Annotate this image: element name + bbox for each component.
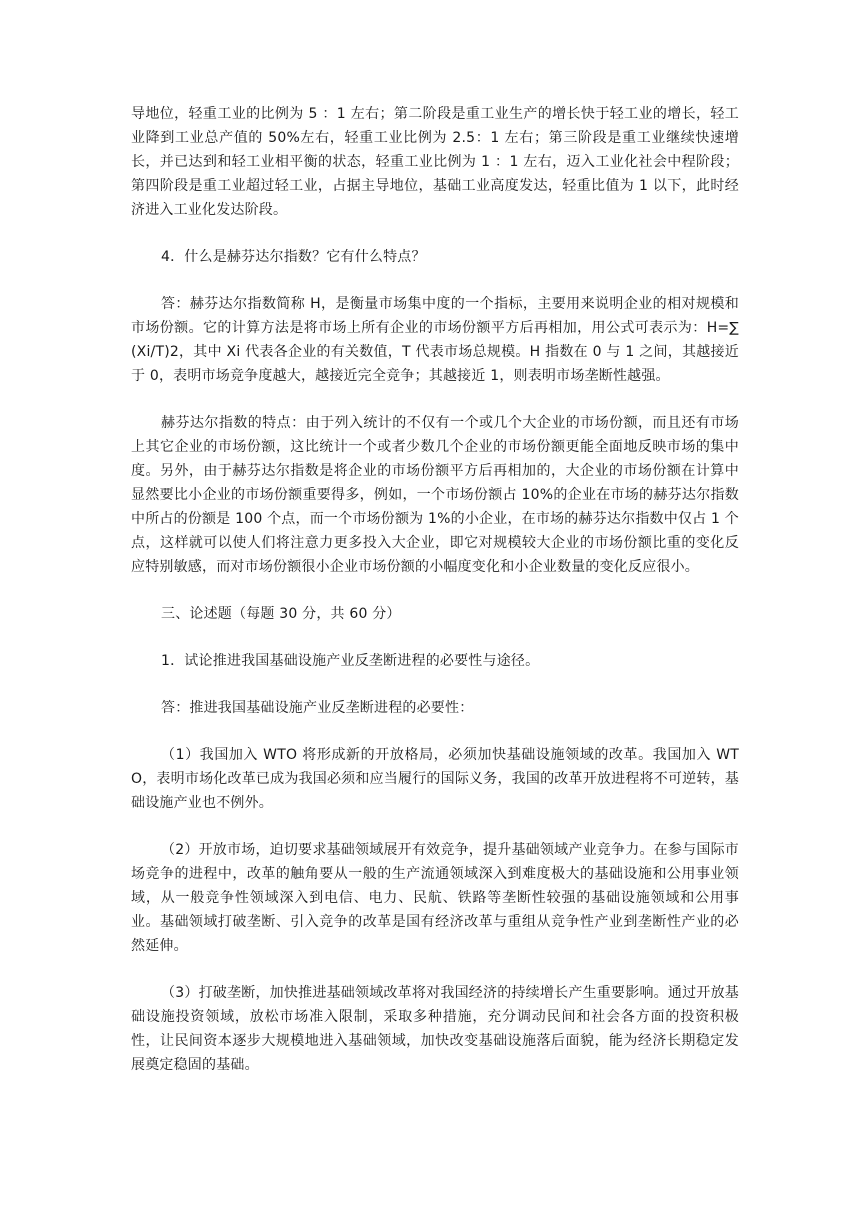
essay-question-1: 1．试论推进我国基础设施产业反垄断进程的必要性与途径。 [161,653,540,669]
paragraph-industrialization-stages: 导地位，轻重工业的比例为 5 ：1 左右；第二阶段是重工业生产的增长快于轻工业的增长，轻工业降到工业总产值的 50%左右，轻重工业比例为 2.5：1 左右；第三阶段是重工业继续快速增长，并已达到和轻工业相平衡的状态，轻重工业比例为 1 ：1 左右，迈入工业化社会中程阶段；第四阶段是重工业超过轻工业，占据主导地位，基础工业高度发达，轻重比值为 1 以下，此时经济进入工业化发达阶段。 [131,106,739,218]
essay-answer-intro: 答：推进我国基础设施产业反垄断进程的必要性： [161,700,474,716]
document-body [131,102,739,1077]
question-4-heading: 4．什么是赫芬达尔指数？它有什么特点？ [161,249,426,265]
section-3-heading: 三、论述题（每题 30 分，共 60 分） [161,606,401,622]
essay-point-3: （3）打破垄断，加快推进基础领域改革将对我国经济的持续增长产生重要影响。通过开放基础设施投资领域，放松市场准入限制，采取多种措施，充分调动民间和社会各方面的投资积极性，让民间资本逐步大规模地进入基础领域，加快改变基础设施落后面貌，能为经济长期稳定发展奠定稳固的基础。 [131,985,739,1073]
essay-point-1: （1）我国加入 WTO 将形成新的开放格局，必须加快基础设施领域的改革。我国加入 WTO，表明市场化改革已成为我国必须和应当履行的国际义务，我国的改革开放进程将不可逆转，基础设施产业也不例外。 [131,747,739,811]
essay-point-2: （2）开放市场，迫切要求基础领域展开有效竞争，提升基础领域产业竞争力。在参与国际市场竞争的进程中，改革的触角要从一般的生产流通领域深入到难度极大的基础设施和公用事业领域，从一般竞争性领域深入到电信、电力、民航、铁路等垄断性较强的基础设施领域和公用事业。基础领域打破垄断、引入竞争的改革是国有经济改革与重组从竞争性产业到垄断性产业的必然延伸。 [131,842,739,954]
answer-4-definition: 答：赫芬达尔指数简称 H，是衡量市场集中度的一个指标，主要用来说明企业的相对规模和市场份额。它的计算方法是将市场上所有企业的市场份额平方后再相加，用公式可表示为：H=∑(Xi/T)2，其中 Xi 代表各企业的有关数值，T 代表市场总规模。H 指数在 0 与 1 之间，其越接近于 0，表明市场竞争度越大，越接近完全竞争；其越接近 1，则表明市场垄断性越强。 [131,296,739,384]
answer-4-features: 赫芬达尔指数的特点：由于列入统计的不仅有一个或几个大企业的市场份额，而且还有市场上其它企业的市场份额，这比统计一个或者少数几个企业的市场份额更能全面地反映市场的集中度。另外，由于赫芬达尔指数是将企业的市场份额平方后再相加的，大企业的市场份额在计算中显然要比小企业的市场份额重要得多，例如，一个市场份额占 10%的企业在市场的赫芬达尔指数中所占的份额是 100 个点，而一个市场份额为 1%的小企业，在市场的赫芬达尔指数中仅占 1 个点，这样就可以使人们将注意力更多投入大企业，即它对规模较大企业的市场份额比重的变化反应特别敏感，而对市场份额很小企业市场份额的小幅度变化和小企业数量的变化反应很小。 [131,415,739,575]
